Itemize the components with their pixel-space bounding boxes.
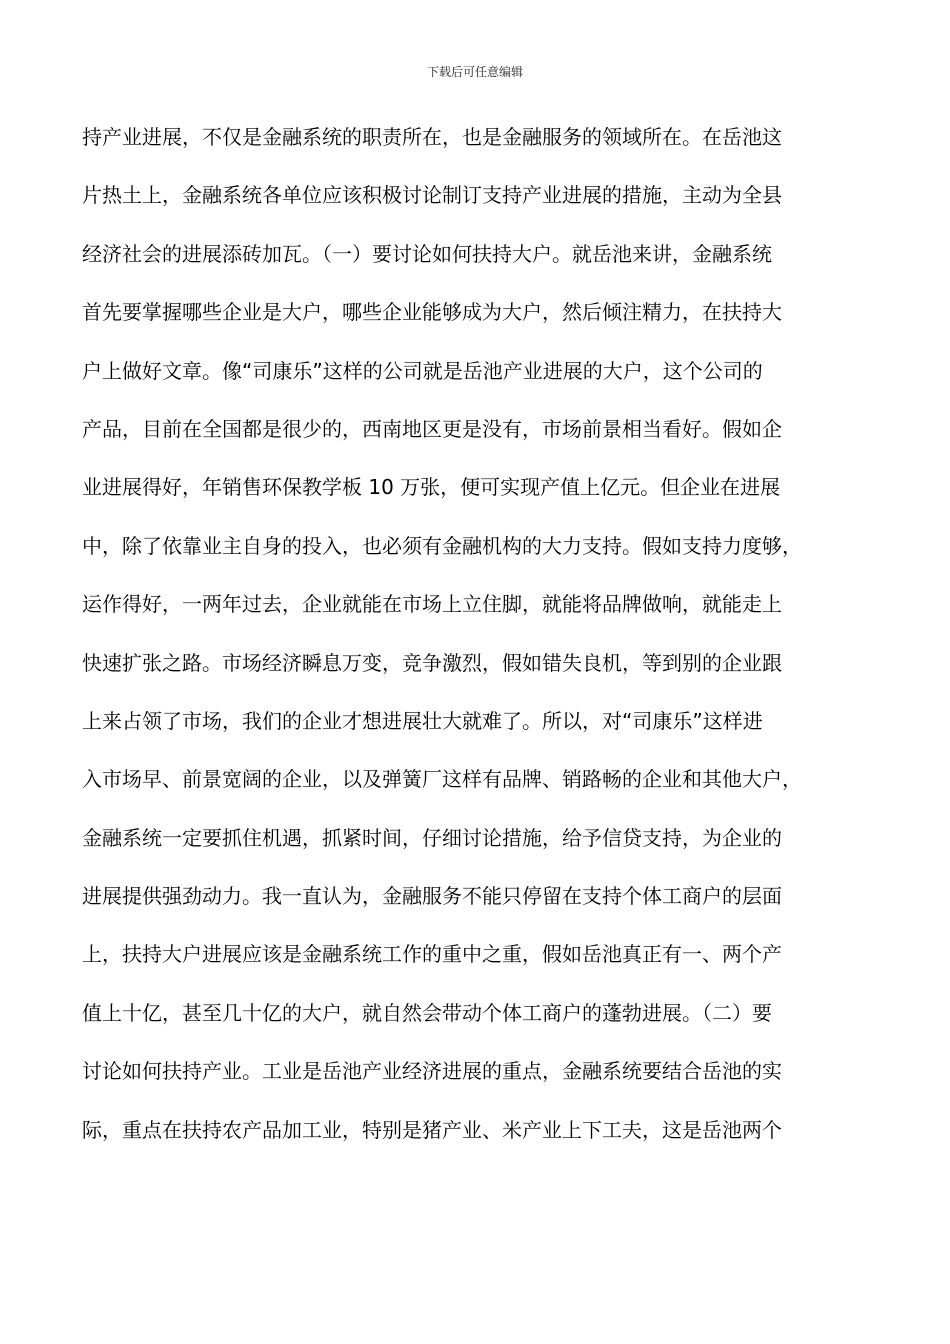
- text-line: 产品，目前在全国都是很少的，西南地区更是没有，市场前景相当看好。假如企: [82, 416, 782, 441]
- text-line: 值上十亿，甚至几十亿的大户，就自然会带动个体工商户的蓬勃进展。（二）要: [82, 1000, 772, 1025]
- page-header-note: 下载后可任意编辑: [426, 65, 523, 79]
- text-line: 户上做好文章。像“司康乐”这样的公司就是岳池产业进展的大户，这个公司的: [82, 358, 763, 383]
- text-line: 片热土上，金融系统各单位应该积极讨论制订支持产业进展的措施，主动为全县: [82, 183, 782, 208]
- text-line: 上，扶持大户进展应该是金融系统工作的重中之重，假如岳池真正有一、两个产: [82, 942, 782, 967]
- text-line: 际，重点在扶持农产品加工业，特别是猪产业、米产业上下工夫，这是岳池两个: [82, 1117, 782, 1142]
- text-line: 运作得好，一两年过去，企业就能在市场上立住脚，就能将品牌做响，就能走上: [82, 592, 782, 617]
- text-line: 入市场早、前景宽阔的企业，以及弹簧厂这样有品牌、销路畅的企业和其他大户，: [82, 767, 802, 792]
- text-line: 业进展得好，年销售环保教学板 10 万张，便可实现产值上亿元。但企业在进展: [82, 475, 781, 500]
- text-line: 快速扩张之路。市场经济瞬息万变，竞争激烈，假如错失良机，等到别的企业跟: [82, 650, 782, 675]
- text-line: 持产业进展，不仅是金融系统的职责所在，也是金融服务的领域所在。在岳池这: [82, 125, 782, 149]
- text-line: 经济社会的进展添砖加瓦。（一）要讨论如何扶持大户。就岳池来讲，金融系统: [82, 241, 772, 266]
- text-line: 首先要掌握哪些企业是大户，哪些企业能够成为大户，然后倾注精力，在扶持大: [82, 300, 782, 325]
- text-line: 讨论如何扶持产业。工业是岳池产业经济进展的重点，金融系统要结合岳池的实: [82, 1059, 782, 1084]
- text-line: 上来占领了市场，我们的企业才想进展壮大就难了。所以，对“司康乐”这样进: [82, 708, 763, 733]
- text-line: 金融系统一定要抓住机遇，抓紧时间，仔细讨论措施，给予信贷支持，为企业的: [82, 825, 782, 850]
- text-line: 中，除了依靠业主自身的投入，也必须有金融机构的大力支持。假如支持力度够，: [82, 533, 802, 558]
- text-line: 进展提供强劲动力。我一直认为，金融服务不能只停留在支持个体工商户的层面: [82, 884, 782, 909]
- document-body: [82, 122, 882, 1173]
